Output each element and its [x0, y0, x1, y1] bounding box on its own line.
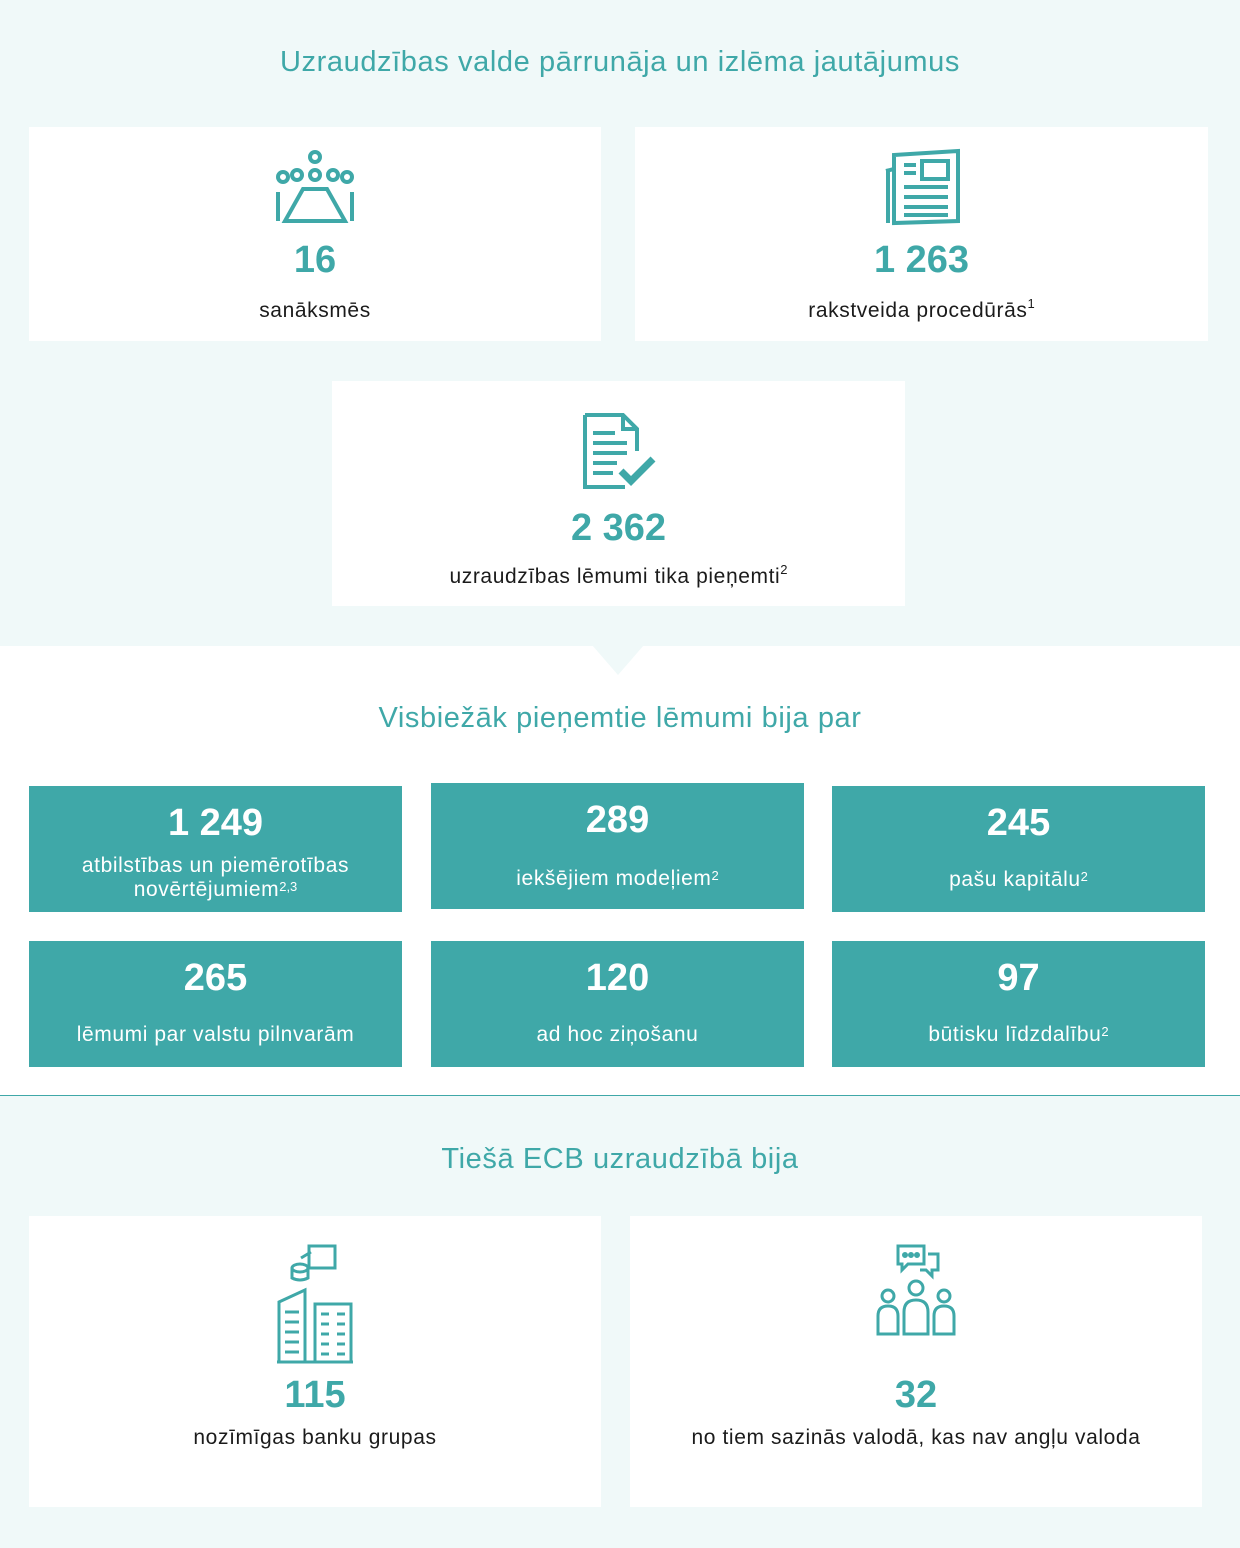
- significant-groups-count: 115: [284, 1374, 346, 1416]
- tile-own-funds: [832, 786, 1205, 912]
- footnote-ref: 2: [780, 562, 788, 577]
- procedures-count: 1 263: [873, 239, 970, 281]
- meeting-table-icon: [275, 147, 355, 227]
- significant-groups-label: nozīmīgas banku grupas: [193, 1426, 437, 1449]
- tile-qualifying-holdings: [832, 941, 1205, 1067]
- footnote-ref: 2: [711, 868, 719, 883]
- card-non-english-languages: [630, 1216, 1202, 1507]
- tile-number: 265: [183, 957, 248, 999]
- tile-internal-models: [431, 783, 804, 909]
- tile-national-powers: [29, 941, 402, 1067]
- footnote-ref: 2,3: [279, 879, 298, 894]
- tile-label: iekšējiem modeļiem$^2$: [516, 867, 719, 890]
- tile-number: 245: [986, 802, 1051, 844]
- tile-label: atbilstības un piemērotības novērtējumiem$^{2,3}$: [81, 854, 350, 901]
- tile-label: ad hoc ziņošanu: [536, 1023, 699, 1046]
- section-title-supervisory-board: Uzraudzības valde pārrunāja un izlēma jautājumus: [279, 46, 961, 78]
- card-significant-banks: [29, 1216, 601, 1507]
- tile-number: 1 249: [167, 802, 264, 844]
- bank-buildings-icon: [275, 1242, 355, 1364]
- footnote-ref: 2: [1080, 869, 1088, 884]
- section-title-most-frequent-decisions: Visbiežāk pieņemtie lēmumi bija par: [378, 702, 862, 734]
- tile-fit-proper: [29, 786, 402, 912]
- tile-label: lēmumi par valstu pilnvarām: [76, 1023, 355, 1046]
- footnote-ref: 2: [1101, 1024, 1109, 1039]
- tile-number: 120: [585, 957, 650, 999]
- language-label: no tiem sazinās valodā, kas nav angļu valoda: [691, 1426, 1141, 1449]
- section-pointer: [592, 645, 644, 675]
- meetings-count: 16: [293, 239, 337, 281]
- footnote-ref: 1: [1027, 296, 1035, 311]
- documents-icon: [882, 147, 962, 227]
- tile-label: pašu kapitālu$^2$: [949, 868, 1088, 891]
- card-meetings: [29, 127, 601, 341]
- language-count: 32: [894, 1374, 938, 1416]
- tile-ad-hoc-reporting: [431, 941, 804, 1067]
- decisions-label: uzraudzības lēmumi tika pieņemti$^2$: [449, 562, 788, 588]
- document-check-icon: [579, 411, 659, 491]
- card-supervisory-decisions: [332, 381, 905, 606]
- tile-label: būtisku līdzdalību$^2$: [928, 1023, 1109, 1046]
- card-written-procedures: [635, 127, 1208, 341]
- tile-number: 289: [585, 799, 650, 841]
- decisions-count: 2 362: [570, 507, 667, 549]
- section-title-direct-supervision: Tiešā ECB uzraudzībā bija: [441, 1143, 799, 1175]
- meetings-label: sanāksmēs: [259, 299, 371, 322]
- people-speech-icon: [874, 1242, 958, 1338]
- tile-number: 97: [997, 957, 1040, 999]
- procedures-label: rakstveida procedūrās$^1$: [808, 296, 1035, 322]
